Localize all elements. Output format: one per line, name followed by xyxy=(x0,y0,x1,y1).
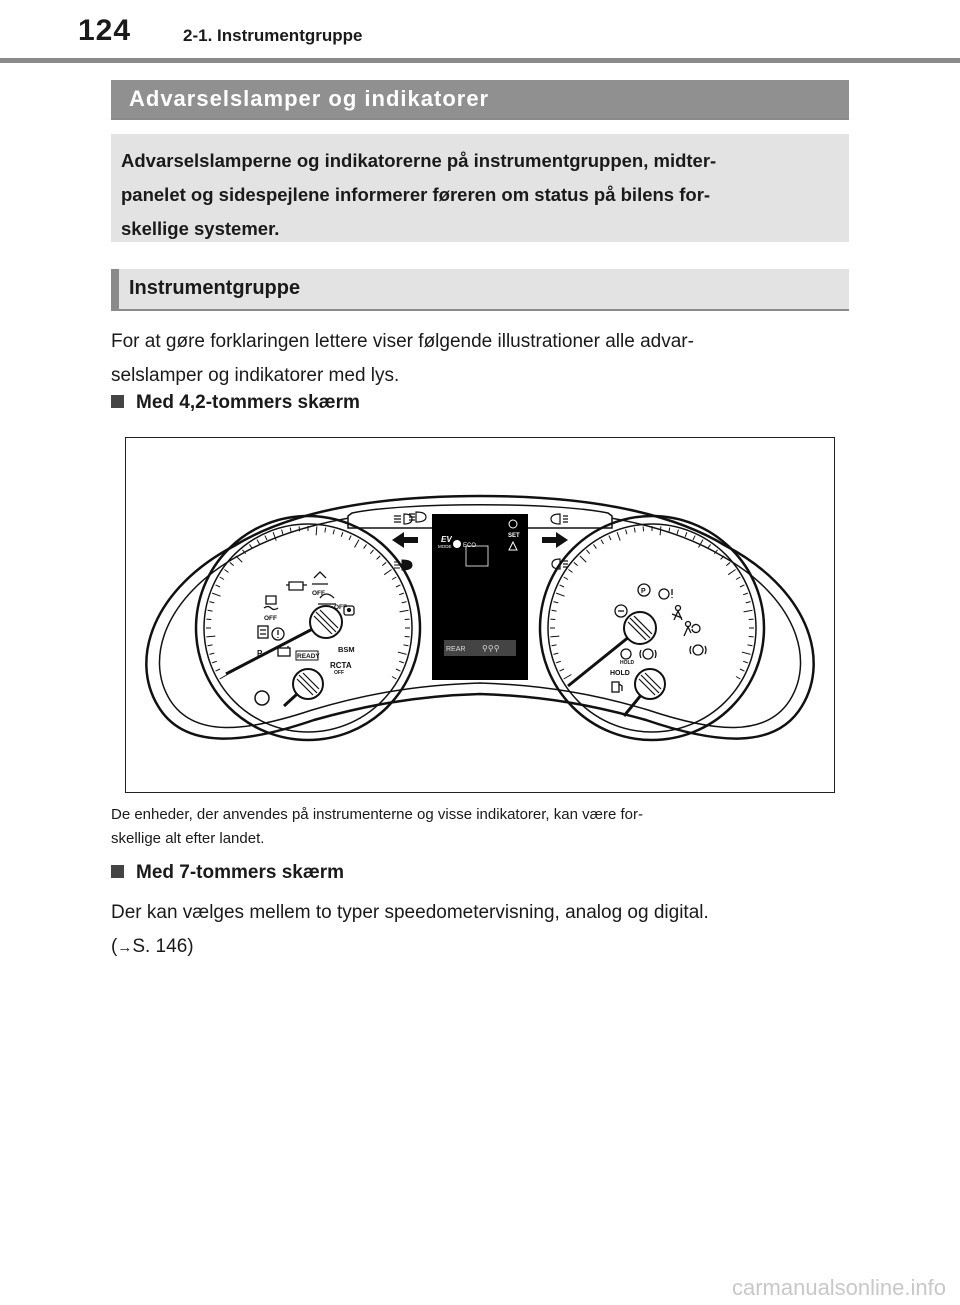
gauge-tick xyxy=(556,593,564,596)
heading-7-display xyxy=(111,862,344,884)
rear-seatbelt-icons: ⚲⚲⚲ xyxy=(482,644,500,653)
hold-small-label: HOLD xyxy=(620,660,635,666)
gauge-tick xyxy=(316,526,317,535)
gauge-tick xyxy=(743,593,748,595)
heading-42-text: Med 4,2-tommers skærm xyxy=(136,392,360,413)
eco-leaf-icon xyxy=(453,540,461,548)
gauge-tick xyxy=(325,528,326,533)
gauge-tick xyxy=(392,577,396,580)
watermark: carmanualsonline.info xyxy=(731,1275,946,1300)
gauge-tick xyxy=(220,577,224,580)
left-small-needle xyxy=(284,669,323,706)
gauge-tick xyxy=(236,556,242,562)
rcta-label: RCTA xyxy=(330,661,352,670)
left-reset-knob xyxy=(255,691,269,705)
gauge-tick xyxy=(560,585,565,587)
gauge-tick xyxy=(552,645,557,646)
gauge-tick xyxy=(736,577,740,580)
gauge-tick xyxy=(396,585,401,587)
gauge-tick xyxy=(708,544,711,548)
gauge-tick xyxy=(746,602,751,603)
pre-collision-off-icon xyxy=(312,572,328,584)
paragraph-line-1: For at gøre forklaringen lettere viser følgende illustrationer alle advar- xyxy=(111,331,694,352)
lda-off-label: OFF xyxy=(334,604,347,611)
left-gauge-face xyxy=(204,524,412,732)
low-fuel-icon xyxy=(612,682,622,692)
set-label: SET xyxy=(508,533,520,539)
gauge-tick xyxy=(209,653,214,654)
subsection-heading-band xyxy=(111,269,849,311)
gauge-tick xyxy=(224,569,228,572)
gauge-tick xyxy=(216,669,221,671)
gauge-tick xyxy=(693,536,695,541)
gauge-tick xyxy=(601,540,604,544)
ref-arrow-icon: → xyxy=(117,939,133,956)
bsm-label: BSM xyxy=(338,645,355,654)
page-number: 124 xyxy=(78,14,132,47)
gauge-tick xyxy=(593,544,596,548)
intro-line-1: Advarselslamperne og indikatorerne på instrumentgruppen, midter- xyxy=(121,150,717,171)
ev-label: EV xyxy=(441,535,452,544)
gauge-tick xyxy=(677,529,678,534)
parking-p-label: P xyxy=(641,588,646,595)
gauge-tick xyxy=(400,610,409,612)
gauge-tick xyxy=(580,556,586,562)
eco-label: ECO xyxy=(463,543,477,549)
figure-caption xyxy=(111,803,851,851)
gauge-tick xyxy=(206,636,215,637)
paragraph-line-2: selslamper og indikatorer med lys. xyxy=(111,365,400,386)
charging-system-icon xyxy=(258,626,268,638)
gauge-tick xyxy=(212,593,220,596)
square-bullet-icon xyxy=(111,865,124,878)
intro-box xyxy=(111,134,849,242)
rcta-off-label: OFF xyxy=(334,670,344,676)
pcs-off-label: OFF xyxy=(312,590,325,597)
gauge-tick xyxy=(556,661,561,663)
display-7-line: Der kan vælges mellem to typer speedometervisning, analog og digital. xyxy=(111,902,709,923)
left-turn-arrow-icon xyxy=(392,532,418,548)
left-gauge-bezel xyxy=(196,516,420,740)
gauge-tick xyxy=(212,661,217,663)
gauge-tick xyxy=(568,569,572,572)
gauge-tick xyxy=(220,675,228,680)
gauge-tick xyxy=(402,602,407,603)
instrument-cluster-figure xyxy=(125,437,835,793)
gauge-tick xyxy=(384,569,391,574)
instrument-cluster-illustration xyxy=(126,438,834,792)
gauge-tick xyxy=(257,540,260,544)
gauge-tick xyxy=(333,529,334,534)
gauge-tick xyxy=(398,652,407,654)
gauge-tick xyxy=(728,569,735,574)
battery-icon xyxy=(278,646,290,656)
gauge-tick xyxy=(553,602,558,603)
gauge-tick xyxy=(282,529,283,534)
right-turn-arrow-icon xyxy=(542,532,568,548)
gauge-tick xyxy=(265,536,267,541)
gauge-tick xyxy=(208,645,213,646)
abs-icon xyxy=(615,605,627,617)
check-engine-icon xyxy=(286,582,307,590)
gauge-tick xyxy=(550,636,559,637)
gauge-tick xyxy=(370,550,373,554)
p-symbol-label: P xyxy=(257,649,263,658)
gauge-tick xyxy=(609,536,611,541)
rear-fog-icon xyxy=(552,559,568,569)
gauge-tick xyxy=(742,652,751,654)
gauge-tick xyxy=(574,562,578,565)
square-bullet-icon xyxy=(111,395,124,408)
gauge-tick xyxy=(209,602,214,603)
gauge-tick xyxy=(660,526,661,535)
gauge-tick xyxy=(399,593,404,595)
gauge-tick xyxy=(355,540,360,548)
page-reference[interactable] xyxy=(111,930,851,965)
rear-label: REAR xyxy=(446,646,466,653)
gauge-tick xyxy=(564,675,572,680)
gauge-tick xyxy=(382,562,386,565)
parking-brake-icon xyxy=(638,584,650,596)
gauge-tick xyxy=(216,585,221,587)
gauge-tick xyxy=(626,529,627,534)
gauge-tick xyxy=(249,544,252,548)
hold-label: HOLD xyxy=(610,670,630,677)
airbag-icon xyxy=(684,622,700,637)
gauge-tick xyxy=(396,669,401,671)
brake-warning-icon xyxy=(640,649,656,659)
brake-hold-standby-icon xyxy=(621,649,631,659)
slip-indicator-icon xyxy=(264,596,278,610)
heading-42-display xyxy=(111,392,360,414)
intro-line-3: skellige systemer. xyxy=(121,218,280,239)
gauge-tick xyxy=(726,562,730,565)
gauge-tick xyxy=(392,677,396,680)
gauge-tick xyxy=(634,528,635,533)
gauge-tick xyxy=(377,556,381,560)
gauge-tick xyxy=(341,532,343,537)
vsc-off-label: OFF xyxy=(264,615,277,622)
caption-line-2: skellige alt efter landet. xyxy=(111,830,265,847)
section-title: Advarselslamper og indikatorer xyxy=(129,86,490,111)
gauge-tick xyxy=(208,610,213,611)
gauge-tick xyxy=(230,562,234,565)
chapter-title: 2-1. Instrumentgruppe xyxy=(183,26,363,45)
intro-paragraph xyxy=(111,325,851,393)
auto-high-beam-icon xyxy=(394,560,412,570)
ref-open: ( xyxy=(111,936,118,957)
ready-label: READY xyxy=(297,653,320,660)
gauge-tick xyxy=(349,536,351,541)
subsection-title: Instrumentgruppe xyxy=(129,277,301,299)
gauge-tick xyxy=(740,585,745,587)
intro-line-2: panelet og sidespejlene informerer føreren om status på bilens for- xyxy=(121,184,711,205)
gauge-tick xyxy=(685,532,687,537)
brake-system-icon xyxy=(272,628,284,640)
gauge-tick xyxy=(743,661,748,663)
gauge-tick xyxy=(744,610,753,612)
mode-label: MODE xyxy=(438,544,452,549)
header-rule xyxy=(0,58,960,63)
gauge-tick xyxy=(364,544,367,548)
gauge-tick xyxy=(736,677,740,680)
gauge-tick xyxy=(740,669,745,671)
gauge-tick xyxy=(617,532,620,540)
gauge-tick xyxy=(748,645,753,646)
left-gauge-needle xyxy=(226,606,342,674)
gauge-tick xyxy=(586,550,589,554)
gauge-tick xyxy=(564,577,568,580)
gauge-tick xyxy=(399,661,404,663)
tire-pressure-icon xyxy=(690,645,706,655)
section-heading-band xyxy=(111,80,849,120)
power-steering-icon xyxy=(659,589,672,599)
ref-link[interactable]: S. 146) xyxy=(132,936,194,957)
gauge-tick xyxy=(404,645,409,646)
caption-line-1: De enheder, der anvendes på instrumenterne og visse indikatorer, kan være for- xyxy=(111,806,643,823)
gauge-tick xyxy=(553,653,558,654)
gauge-tick xyxy=(560,669,565,671)
gauge-tick xyxy=(552,610,557,611)
display-7-paragraph xyxy=(111,896,851,965)
seatbelt-reminder-icon xyxy=(672,606,682,621)
heading-7-text: Med 7-tommers skærm xyxy=(136,862,345,883)
